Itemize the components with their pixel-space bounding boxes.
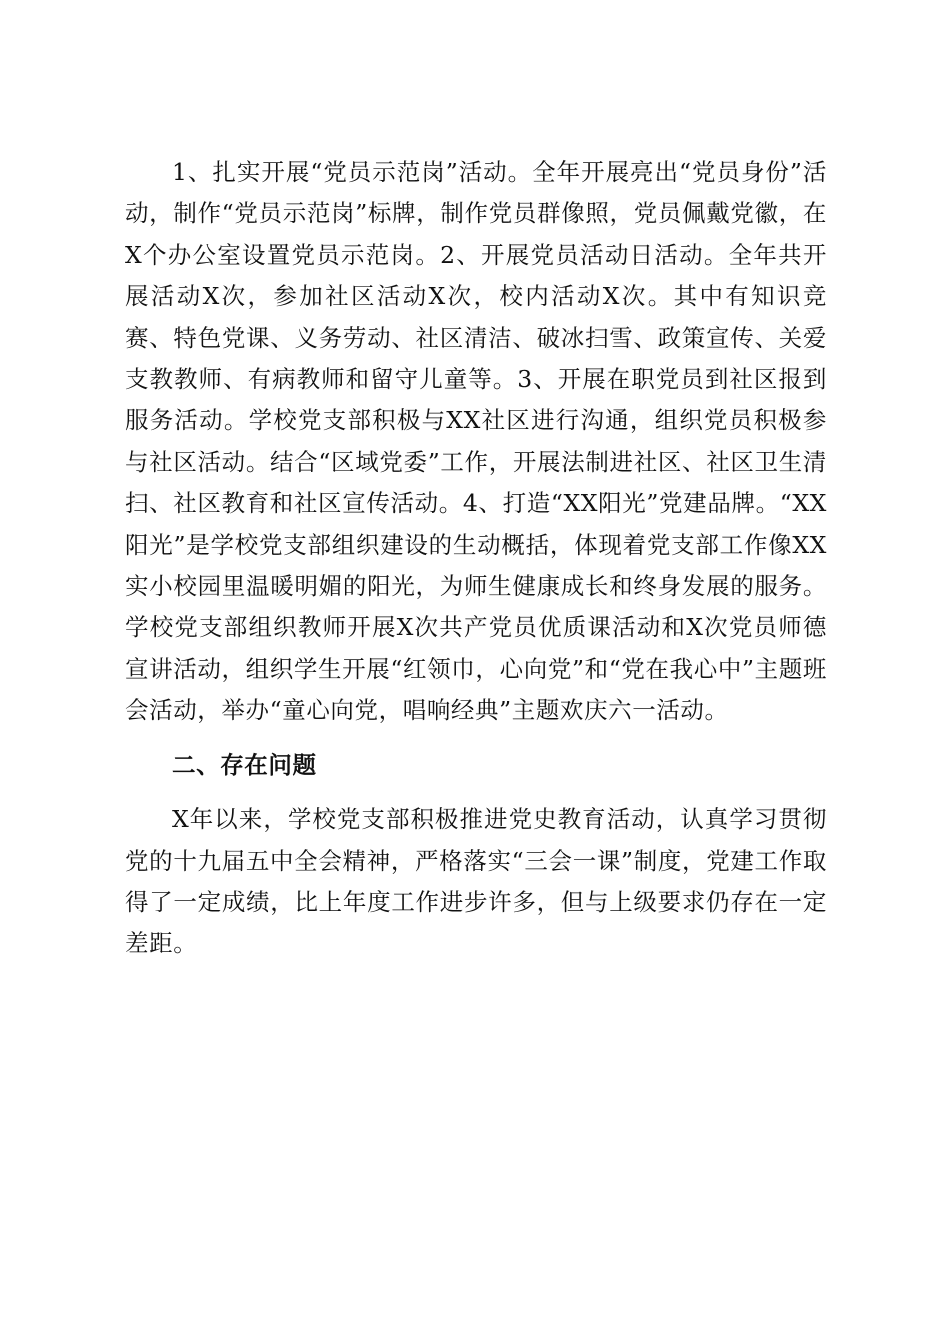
document-body: [125, 152, 827, 965]
problems-paragraph: X年以来，学校党支部积极推进党史教育活动，认真学习贯彻党的十九届五中全会精神，严格落实“三会一课”制度，党建工作取得了一定成绩，比上年度工作进步许多，但与上级要求仍存在一定差距。: [125, 805, 827, 958]
activity-paragraph: 1、扎实开展“党员示范岗”活动。全年开展亮出“党员身份”活动，制作“党员示范岗”标牌，制作党员群像照，党员佩戴党徽，在X个办公室设置党员示范岗。2、开展党员活动日活动。全年共开展活动X次，参加社区活动X次，校内活动X次。其中有知识竞赛、特色党课、义务劳动、社区清洁、破冰扫雪、政策宣传、关爱支教教师、有病教师和留守儿童等。3、开展在职党员到社区报到服务活动。学校党支部积极与XX社区进行沟通，组织党员积极参与社区活动。结合“区域党委”工作，开展法制进社区、社区卫生清扫、社区教育和社区宣传活动。4、打造“XX阳光”党建品牌。“XX阳光”是学校党支部组织建设的生动概括，体现着党支部工作像XX实小校园里温暖明媚的阳光，为师生健康成长和终身发展的服务。学校党支部组织教师开展X次共产党员优质课活动和X次党员师德宣讲活动，组织学生开展“红领巾，心向党”和“党在我心中”主题班会活动，举办“童心向党，唱响经典”主题欢庆六一活动。: [125, 158, 827, 725]
section-heading-problems: 二、存在问题: [172, 750, 317, 779]
